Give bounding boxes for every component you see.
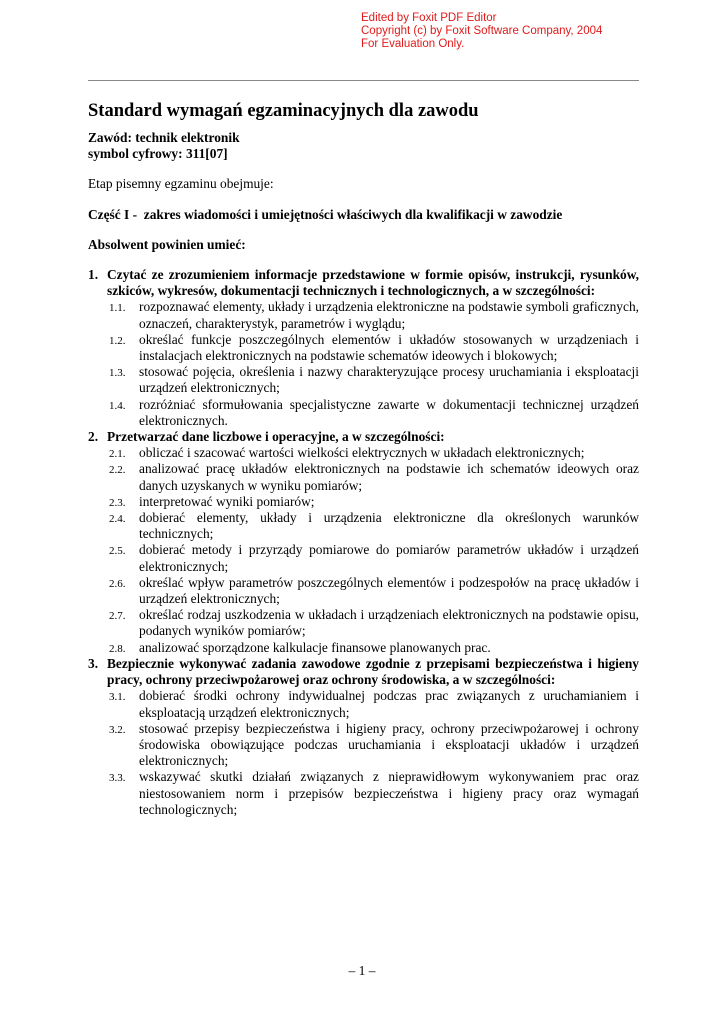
czesc-heading bbox=[88, 207, 639, 223]
item-number: 2.7. bbox=[109, 610, 126, 623]
section-number: 1. bbox=[88, 267, 99, 283]
item-text: określać funkcje poszczególnych elementów i układów stosowanych w urządzeniach i instalacjach elektronicznych na podstawie schematów ideowych i blokowych; bbox=[139, 331, 639, 364]
section-number: 2. bbox=[88, 429, 99, 445]
section-heading: Bezpiecznie wykonywać zadania zawodowe zgodnie z przepisami bezpieczeństwa i higieny pracy, ochrony przeciwpożarowej oraz ochrony środowiska, a w szczególności: bbox=[107, 655, 639, 688]
section-1 bbox=[88, 267, 639, 299]
item-number: 2.1. bbox=[109, 448, 126, 461]
list-item bbox=[88, 575, 639, 607]
item-number: 2.4. bbox=[109, 513, 126, 526]
item-number: 3.2. bbox=[109, 723, 126, 736]
etap-line: Etap pisemny egzaminu obejmuje: bbox=[88, 176, 274, 192]
item-text: analizować pracę układów elektronicznych na podstawie ich schematów ideowych oraz danych uzyskanych w wyniku pomiarów; bbox=[139, 461, 639, 493]
absolwent-line: Absolwent powinien umieć: bbox=[88, 236, 246, 252]
item-number: 2.2. bbox=[109, 464, 126, 477]
section-heading: Przetwarzać dane liczbowe i operacyjne, a w szczególności: bbox=[107, 429, 445, 445]
list-item bbox=[88, 542, 639, 574]
watermark-line-3: For Evaluation Only. bbox=[361, 38, 465, 50]
header-rule bbox=[88, 80, 639, 81]
item-number: 1.1. bbox=[109, 302, 126, 315]
list-item bbox=[88, 607, 639, 639]
requirements-list bbox=[88, 267, 639, 818]
item-number: 3.1. bbox=[109, 691, 126, 704]
item-text: dobierać metody i przyrządy pomiarowe do pomiarów parametrów układów i urządzeń elektronicznych; bbox=[139, 542, 639, 574]
zawod-line: Zawód: technik elektronik bbox=[88, 130, 240, 145]
item-text: określać wpływ parametrów poszczególnych elementów i podzespołów na pracę układów i urządzeń elektronicznych; bbox=[139, 574, 639, 607]
list-item bbox=[88, 461, 639, 493]
item-number: 3.3. bbox=[109, 772, 126, 785]
list-item bbox=[88, 721, 639, 770]
foxit-watermark bbox=[361, 12, 602, 51]
item-text: rozpoznawać elementy, układy i urządzenia elektroniczne na podstawie symboli graficznych, oznaczeń, charakterystyk, parametrów i wyglądu; bbox=[139, 299, 639, 331]
item-text: stosować pojęcia, określenia i nazwy charakteryzujące procesy uruchamiania i eksploatacji urządzeń elektronicznych; bbox=[139, 364, 639, 396]
list-item bbox=[88, 445, 639, 461]
symbol-line: symbol cyfrowy: 311[07] bbox=[88, 146, 228, 162]
czesc-label: Część I - bbox=[88, 206, 138, 222]
item-number: 2.8. bbox=[109, 642, 126, 655]
czesc-text: zakres wiadomości i umiejętności właściwych dla kwalifikacji w zawodzie bbox=[143, 206, 563, 222]
page-number: – 1 – bbox=[348, 963, 376, 978]
item-text: interpretować wyniki pomiarów; bbox=[139, 493, 315, 509]
item-text: określać rodzaj uszkodzenia w układach i urządzeniach elektronicznych na podstawie opisu, podanych wyników pomiarów; bbox=[139, 607, 639, 639]
item-number: 2.6. bbox=[109, 577, 126, 590]
item-number: 2.3. bbox=[109, 496, 126, 509]
item-number: 1.2. bbox=[109, 334, 126, 347]
item-text: analizować sporządzone kalkulacje finansowe planowanych prac. bbox=[139, 639, 491, 655]
list-item bbox=[88, 688, 639, 720]
item-text: stosować przepisy bezpieczeństwa i higieny pracy, ochrony przeciwpożarowej i ochrony środowiska obowiązujące podczas uruchamiania i eksploatacji układów i urządzeń elektronicznych; bbox=[139, 720, 639, 769]
item-number: 2.5. bbox=[109, 545, 126, 558]
list-item bbox=[88, 510, 639, 542]
list-item bbox=[88, 769, 639, 818]
item-text: dobierać środki ochrony indywidualnej podczas prac związanych z uruchamianiem i eksploatacją urządzeń elektronicznych; bbox=[139, 688, 639, 720]
item-text: rozróżniać sformułowania specjalistyczne zawarte w dokumentacji technicznej urządzeń elektronicznych. bbox=[139, 396, 639, 428]
item-text: dobierać elementy, układy i urządzenia elektroniczne dla określonych warunków technicznych; bbox=[139, 510, 639, 542]
list-item bbox=[88, 494, 639, 510]
section-3 bbox=[88, 656, 639, 688]
watermark-line-1: Edited by Foxit PDF Editor bbox=[361, 12, 497, 24]
list-item bbox=[88, 364, 639, 396]
item-text: obliczać i szacować wartości wielkości elektrycznych w układach elektronicznych; bbox=[139, 445, 585, 461]
section-2 bbox=[88, 429, 639, 445]
list-item bbox=[88, 332, 639, 364]
item-number: 1.3. bbox=[109, 367, 126, 380]
list-item bbox=[88, 640, 639, 656]
document-body bbox=[88, 100, 639, 818]
item-text: wskazywać skutki działań związanych z nieprawidłowym wykonywaniem prac oraz niestosowaniem norm i przepisów bezpieczeństwa i higieny pracy oraz wymagań technologicznych; bbox=[139, 769, 639, 817]
list-item bbox=[88, 299, 639, 331]
item-number: 1.4. bbox=[109, 399, 126, 412]
page-title: Standard wymagań egzaminacyjnych dla zawodu bbox=[88, 101, 479, 121]
section-heading: Czytać ze zrozumieniem informacje przedstawione w formie opisów, instrukcji, rysunków, szkiców, wykresów, dokumentacji technicznych i technologicznych, a w szczególności: bbox=[107, 267, 639, 299]
watermark-line-2: Copyright (c) by Foxit Software Company, 2004 bbox=[361, 25, 603, 37]
list-item bbox=[88, 397, 639, 429]
section-number: 3. bbox=[88, 655, 99, 671]
